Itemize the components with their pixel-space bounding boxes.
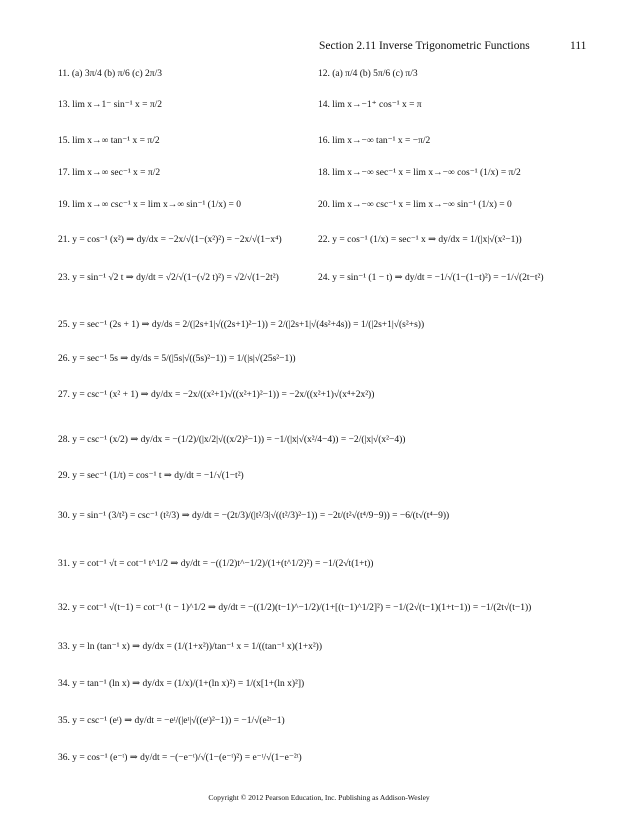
exercise-left: 32. y = cot⁻¹ √(t−1) = cot⁻¹ (t − 1)^1/2 ⇒ dy/dt = −((1/2)(t−1)^−1/2)/(1+[(t−1)^1/2]²) = −1/(2√(t−1)(1+t−1)) = −1/(2t√(t−1)) xyxy=(58,603,532,613)
exercise-right: 14. lim x→−1⁺ cos⁻¹ x = π xyxy=(318,100,422,110)
copyright-footer: Copyright © 2012 Pearson Education, Inc. Publishing as Addison-Wesley xyxy=(208,793,430,802)
exercise-left: 36. y = cos⁻¹ (e⁻ᵗ) ⇒ dy/dt = −(−e⁻ᵗ)/√(1−(e⁻ᵗ)²) = e⁻ᵗ/√(1−e⁻²ᵗ) xyxy=(58,753,302,763)
exercise-left: 23. y = sin⁻¹ √2 t ⇒ dy/dt = √2/√(1−(√2 t)²) = √2/√(1−2t²) xyxy=(58,273,279,283)
exercise-left: 27. y = csc⁻¹ (x² + 1) ⇒ dy/dx = −2x/((x²+1)√((x²+1)²−1)) = −2x/((x²+1)√(x⁴+2x²)) xyxy=(58,390,375,400)
exercise-right: 16. lim x→−∞ tan⁻¹ x = −π/2 xyxy=(318,136,431,146)
exercise-left: 15. lim x→∞ tan⁻¹ x = π/2 xyxy=(58,136,160,146)
exercise-right: 20. lim x→−∞ csc⁻¹ x = lim x→−∞ sin⁻¹ (1/x) = 0 xyxy=(318,200,512,210)
exercise-left: 25. y = sec⁻¹ (2s + 1) ⇒ dy/ds = 2/(|2s+1|√((2s+1)²−1)) = 2/(|2s+1|√(4s²+4s)) = 1/(|2s+1|√(s²+s)) xyxy=(58,320,425,330)
exercise-right: 12. (a) π/4 (b) 5π/6 (c) π/3 xyxy=(318,69,418,79)
exercise-left: 11. (a) 3π/4 (b) π/6 (c) 2π/3 xyxy=(58,69,162,79)
exercise-left: 28. y = csc⁻¹ (x/2) ⇒ dy/dx = −(1/2)/(|x/2|√((x/2)²−1)) = −1/(|x|√(x²/4−4)) = −2/(|x|√(x²−4)) xyxy=(58,435,406,445)
exercise-left: 31. y = cot⁻¹ √t = cot⁻¹ t^1/2 ⇒ dy/dt = −((1/2)t^−1/2)/(1+(t^1/2)²) = −1/(2√t(1+t)) xyxy=(58,559,374,569)
exercise-left: 30. y = sin⁻¹ (3/t²) = csc⁻¹ (t²/3) ⇒ dy/dt = −(2t/3)/(|t²/3|√((t²/3)²−1)) = −2t/(t²√(t⁴/9−9)) = −6/(t√(t⁴−9)) xyxy=(58,511,450,521)
page-number: 111 xyxy=(570,40,587,52)
exercise-left: 26. y = sec⁻¹ 5s ⇒ dy/ds = 5/(|5s|√((5s)²−1)) = 1/(|s|√(25s²−1)) xyxy=(58,354,296,364)
exercise-left: 34. y = tan⁻¹ (ln x) ⇒ dy/dx = (1/x)/(1+(ln x)²) = 1/(x[1+(ln x)²]) xyxy=(58,679,305,689)
exercise-left: 35. y = csc⁻¹ (eᵗ) ⇒ dy/dt = −eᵗ/(|eᵗ|√((eᵗ)²−1)) = −1/√(e²ᵗ−1) xyxy=(58,716,285,726)
exercise-left: 17. lim x→∞ sec⁻¹ x = π/2 xyxy=(58,168,161,178)
exercise-left: 33. y = ln (tan⁻¹ x) ⇒ dy/dx = (1/(1+x²))/tan⁻¹ x = 1/((tan⁻¹ x)(1+x²)) xyxy=(58,642,323,652)
exercise-right: 24. y = sin⁻¹ (1 − t) ⇒ dy/dt = −1/√(1−(1−t)²) = −1/√(2t−t²) xyxy=(318,273,544,283)
exercise-right: 22. y = cos⁻¹ (1/x) = sec⁻¹ x ⇒ dy/dx = 1/(|x|√(x²−1)) xyxy=(318,235,522,245)
exercise-left: 19. lim x→∞ csc⁻¹ x = lim x→∞ sin⁻¹ (1/x) = 0 xyxy=(58,200,242,210)
exercise-right: 18. lim x→−∞ sec⁻¹ x = lim x→−∞ cos⁻¹ (1/x) = π/2 xyxy=(318,168,521,178)
exercise-left: 13. lim x→1⁻ sin⁻¹ x = π/2 xyxy=(58,100,163,110)
section-title: Section 2.11 Inverse Trigonometric Functions xyxy=(319,40,530,52)
exercise-left: 29. y = sec⁻¹ (1/t) = cos⁻¹ t ⇒ dy/dt = −1/√(1−t²) xyxy=(58,471,244,481)
exercise-left: 21. y = cos⁻¹ (x²) ⇒ dy/dx = −2x/√(1−(x²)²) = −2x/√(1−x⁴) xyxy=(58,235,282,245)
